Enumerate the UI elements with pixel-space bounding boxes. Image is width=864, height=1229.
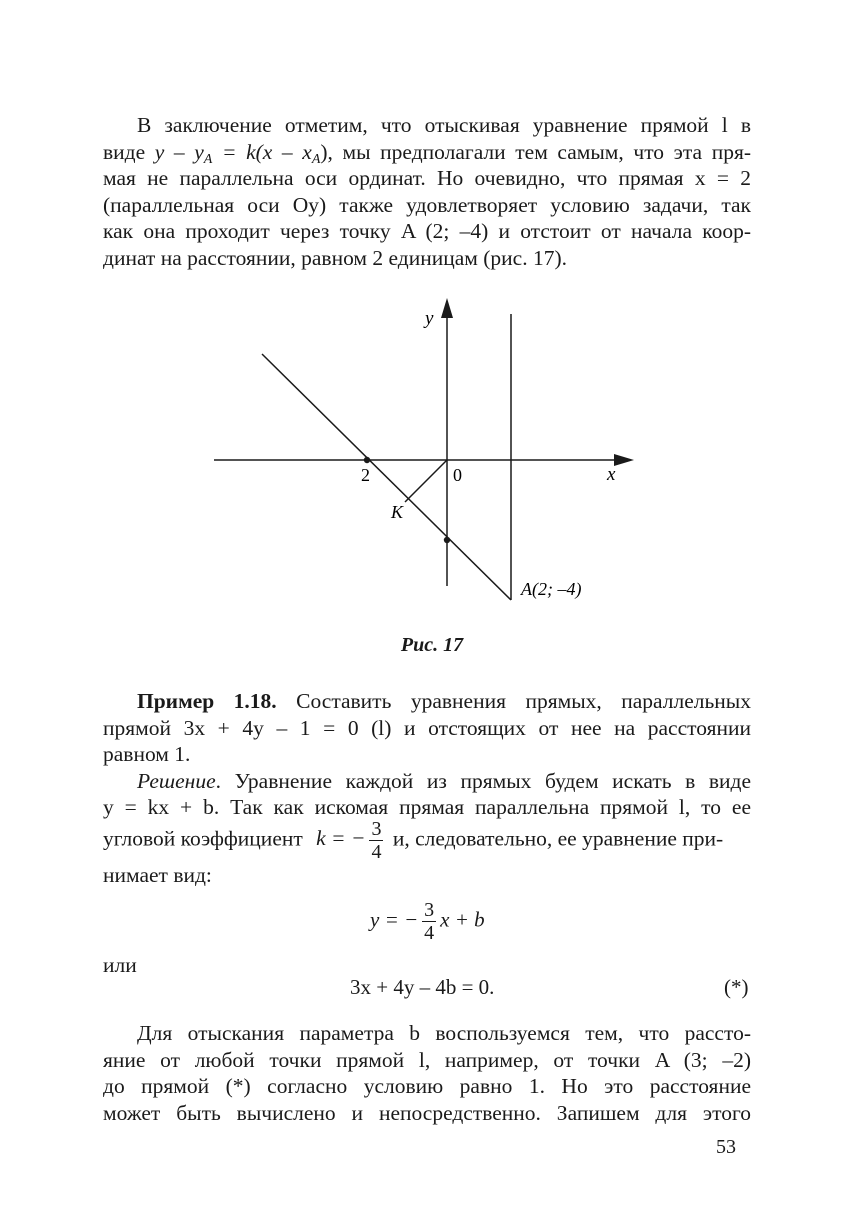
segment-ok	[405, 460, 447, 502]
figure-caption: Рис. 17	[400, 634, 464, 656]
point-on-x-axis	[364, 457, 370, 463]
text-line: или	[103, 953, 137, 977]
slope-line: угловой коэффициент k = − $\frac{3}{4}$ и, следовательно, ее уравнение при-	[103, 818, 724, 863]
text-line: как она проходит через точку A (2; –4) и отстоит от начала коор-	[103, 219, 751, 243]
y-axis-arrow	[441, 298, 453, 318]
fraction-three-quarters: $\frac{3}{4}$	[424, 899, 435, 944]
text-line: (параллельная оси Oy) также удовлетворяет условию задачи, так	[103, 192, 751, 217]
example-1-18	[103, 688, 751, 821]
label-k: K	[391, 502, 404, 522]
page-number: 53	[716, 1136, 736, 1158]
fraction-three-quarters: $\frac{3}{4}$	[371, 818, 382, 863]
label-two: 2	[361, 465, 370, 485]
equation-slope-intercept: y = − $\frac{3}{4}$ x + b	[370, 899, 485, 944]
text-line: может быть вычислено и непосредственно. Запишем для этого	[103, 1100, 751, 1125]
label-zero: 0	[453, 465, 462, 485]
text-line: равном 1.	[103, 742, 191, 766]
paragraph-parameter-b	[103, 1020, 751, 1126]
text-line: Решение. Уравнение каждой из прямых будем искать в виде	[137, 768, 751, 793]
text-line: прямой 3x + 4y – 1 = 0 (l) и отстоящих от нее на расстоянии	[103, 715, 751, 740]
solution-label: Решение	[137, 768, 216, 793]
text-line: y = kx + b. Так как искомая прямая параллельна прямой l, то ее	[103, 795, 751, 819]
point-on-y-axis	[444, 537, 450, 543]
label-a: A(2; –4)	[521, 579, 582, 599]
text-line: до прямой (*) согласно условию равно 1. Но это расстояние	[103, 1074, 751, 1098]
x-axis-arrow	[614, 454, 634, 466]
text-line: Пример 1.18. Составить уравнения прямых, параллельных	[137, 689, 751, 713]
label-y: y	[425, 308, 434, 329]
text-line: яние от любой точки прямой l, например, от точки A (3; –2)	[103, 1047, 751, 1072]
text-line: В заключение отметим, что отыскивая уравнение прямой l в	[137, 113, 751, 137]
text-line: виде $y - y_A = k(x - x_A)$, мы предполагали тем самым, что эта пря-	[103, 139, 751, 167]
example-title: Пример 1.18.	[137, 689, 277, 713]
text-line: Для отыскания параметра b воспользуемся тем, что рассто-	[137, 1021, 751, 1045]
label-x: x	[607, 464, 616, 485]
equation-star-label: (*)	[724, 975, 749, 999]
diagonal-line	[262, 354, 511, 600]
text-line: мая не параллельна оси ординат. Но очевидно, что прямая x = 2	[103, 166, 751, 190]
equation-star: 3x + 4y – 4b = 0.	[350, 975, 495, 999]
text-line: динат на расстоянии, равном 2 единицам (рис. 17).	[103, 245, 568, 270]
text-line: нимает вид:	[103, 863, 212, 887]
